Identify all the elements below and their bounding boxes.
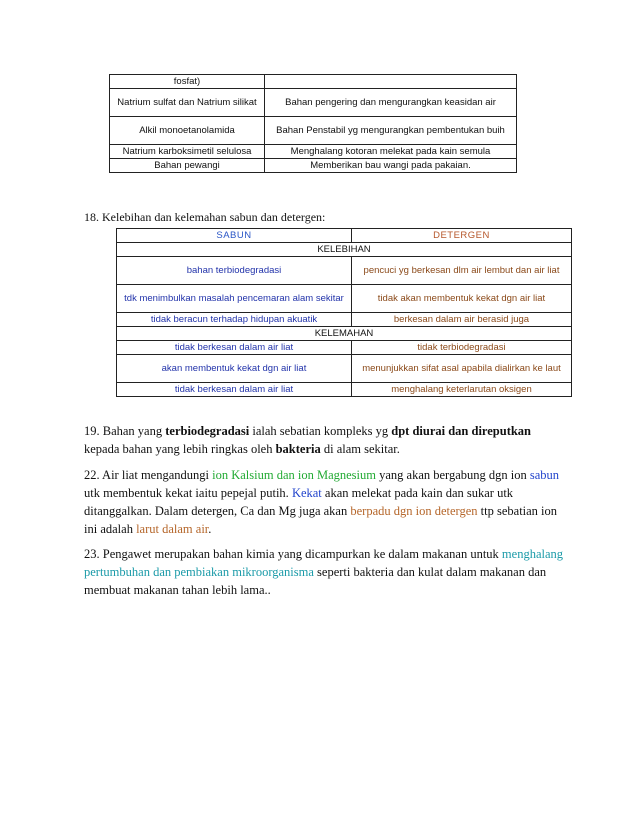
table-cell: Memberikan bau wangi pada pakaian. bbox=[265, 159, 517, 173]
text-run: ttp sebatian ion ini adalah bbox=[84, 504, 558, 536]
section-label: KELEBIHAN bbox=[117, 243, 572, 257]
bold-term: bakteria bbox=[275, 442, 321, 456]
highlight-term: larut dalam air bbox=[136, 522, 209, 536]
highlight-term: berpadu dgn ion detergen bbox=[350, 504, 478, 518]
table-cell bbox=[265, 75, 517, 89]
table-cell: Bahan pengering dan mengurangkan keasidan air bbox=[265, 89, 517, 117]
text-run: 22. Air liat mengandungi bbox=[84, 468, 213, 482]
table-row bbox=[110, 117, 517, 145]
table-cell: Bahan pewangi bbox=[110, 159, 265, 173]
text-run: . bbox=[208, 522, 212, 536]
table-cell: tidak berkesan dalam air liat bbox=[117, 383, 352, 397]
column-header-sabun: SABUN bbox=[117, 229, 352, 243]
table-row bbox=[110, 75, 517, 89]
paragraph-22 bbox=[84, 466, 564, 538]
table-cell: berkesan dalam air berasid juga bbox=[352, 313, 572, 327]
table-cell: menghalang keterlarutan oksigen bbox=[352, 383, 572, 397]
table-cell: menunjukkan sifat asal apabila dialirkan ke laut bbox=[352, 355, 572, 383]
text-run: seperti bakteria dan kulat dalam makanan dan membuat makanan tahan lebih lama.. bbox=[84, 565, 547, 597]
section-row-kelemahan bbox=[117, 327, 572, 341]
table-cell: Menghalang kotoran melekat pada kain semula bbox=[265, 145, 517, 159]
table-row bbox=[117, 285, 572, 313]
table-row bbox=[110, 89, 517, 117]
table-row bbox=[117, 257, 572, 285]
table-cell: Bahan Penstabil yg mengurangkan pembentukan buih bbox=[265, 117, 517, 145]
bold-term: terbiodegradasi bbox=[165, 424, 250, 438]
text-run: utk membentuk kekat iaitu pepejal putih. bbox=[84, 486, 292, 500]
section-label: KELEMAHAN bbox=[117, 327, 572, 341]
comparison-table bbox=[116, 228, 572, 397]
table-row bbox=[117, 341, 572, 355]
table-row bbox=[110, 159, 517, 173]
column-header-detergen: DETERGEN bbox=[352, 229, 572, 243]
table-cell: Alkil monoetanolamida bbox=[110, 117, 265, 145]
table-row bbox=[117, 313, 572, 327]
text-run: 23. Pengawet merupakan bahan kimia yang dicampurkan ke dalam makanan untuk bbox=[84, 547, 502, 561]
paragraph-23 bbox=[84, 545, 564, 599]
text-run: 19. Bahan yang bbox=[84, 424, 166, 438]
text-run: ialah sebatian kompleks yg bbox=[249, 424, 392, 438]
section-heading-18: 18. Kelebihan dan kelemahan sabun dan detergen: bbox=[84, 210, 326, 224]
bold-term: dpt diurai dan direputkan bbox=[391, 424, 532, 438]
table-cell: Natrium karboksimetil selulosa bbox=[110, 145, 265, 159]
highlight-term: Kekat bbox=[291, 486, 322, 500]
table-cell: tidak berkesan dalam air liat bbox=[117, 341, 352, 355]
highlight-term: sabun bbox=[529, 468, 560, 482]
section-row-kelebihan bbox=[117, 243, 572, 257]
table-cell: tidak akan membentuk kekat dgn air liat bbox=[352, 285, 572, 313]
table-cell: tdk menimbulkan masalah pencemaran alam sekitar bbox=[117, 285, 352, 313]
table-row bbox=[117, 355, 572, 383]
table-cell: fosfat) bbox=[110, 75, 265, 89]
highlight-term: ion Kalsium dan ion Magnesium bbox=[212, 468, 376, 482]
table-cell: Natrium sulfat dan Natrium silikat bbox=[110, 89, 265, 117]
paragraph-19 bbox=[84, 422, 564, 458]
table-cell: tidak terbiodegradasi bbox=[352, 341, 572, 355]
table-row bbox=[117, 383, 572, 397]
text-run: di alam sekitar. bbox=[320, 442, 400, 456]
text-run: yang akan bergabung dgn ion bbox=[375, 468, 530, 482]
table-cell: bahan terbiodegradasi bbox=[117, 257, 352, 285]
ingredients-table bbox=[109, 74, 517, 173]
text-run: kepada bahan yang lebih ringkas oleh bbox=[84, 442, 276, 456]
table-cell: pencuci yg berkesan dlm air lembut dan air liat bbox=[352, 257, 572, 285]
table-cell: tidak beracun terhadap hidupan akuatik bbox=[117, 313, 352, 327]
table-row bbox=[110, 145, 517, 159]
text-run: akan melekat pada kain dan sukar utk ditanggalkan. Dalam detergen, Ca dan Mg juga akan bbox=[84, 486, 514, 518]
highlight-term: menghalang pertumbuhan dan pembiakan mikroorganisma bbox=[84, 547, 564, 579]
table-cell: akan membentuk kekat dgn air liat bbox=[117, 355, 352, 383]
table-header-row bbox=[117, 229, 572, 243]
